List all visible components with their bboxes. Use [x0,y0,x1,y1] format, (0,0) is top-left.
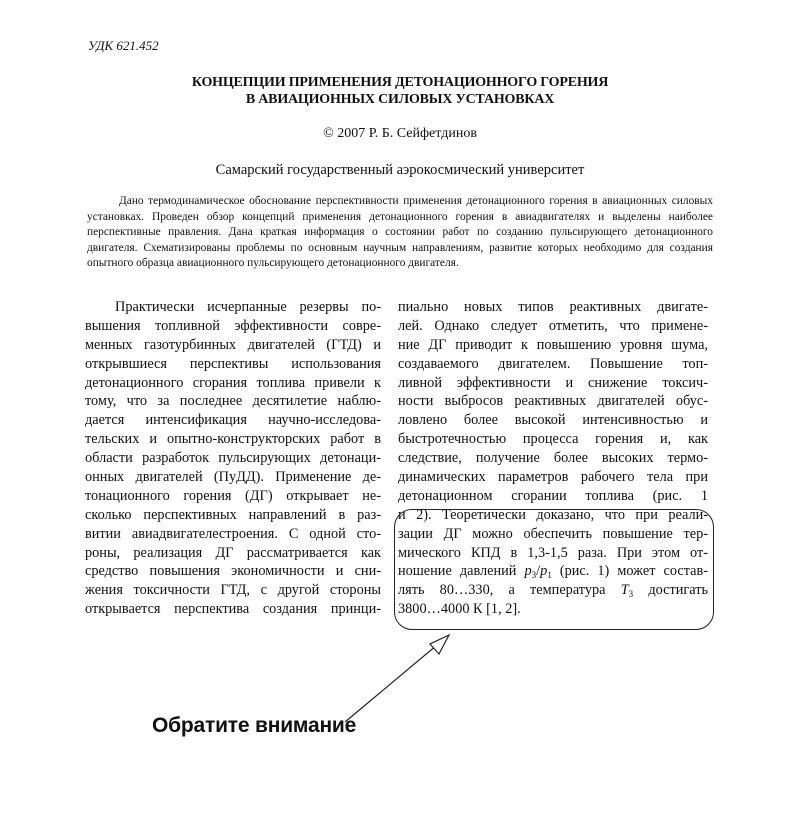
arrow-head-icon [430,635,449,654]
right-column-line: ливной эффективности и снижение токсич- [398,374,708,391]
left-column-line: области разработок пульсирующих детонаци- [85,450,381,467]
right-column-line: ние ДГ приводит к повышению уровня шума, [398,336,708,353]
left-column-line: Практически исчерпанные резервы по- [115,299,381,315]
left-column-line: роны, реализация ДГ рассматривается как [85,544,381,561]
pressure-sub-2: 1 [547,570,552,581]
right-column-line: мического КПД в 1,3-1,5 раза. При этом от- [398,544,708,561]
right-column-line: и 2). Теоретически доказано, что при реали- [398,506,708,523]
left-column-line: сколько перспективных направлений в раз- [85,506,381,523]
temperature-var: T [620,582,629,599]
pressure-var-2: p [540,563,548,580]
right-column-line: зации ДГ можно обеспечить повышение тер- [398,525,708,542]
pressure-var-1: p [524,563,532,580]
temperature-suffix: достигать [633,582,708,599]
left-column-line: тельских и опытно-конструкторских работ в [85,431,381,448]
left-column-line: жения токсичности ГТД, с другой стороны [85,582,381,599]
right-column-line: лей. Однако следует отметить, что примене- [398,317,708,334]
final-line: 3800…4000 К [1, 2]. [398,601,521,618]
left-column-line: открывшиеся перспективы использования [85,355,381,372]
temperature-sub: 3 [628,589,634,600]
formula-prefix: ношение давлений [398,563,525,580]
left-column-line: открывается перспектива создания принци- [85,601,381,618]
right-column-line: быстротечностью процесса горения и, как [398,431,708,448]
left-column-line: дается интенсификация научно-исследова- [85,412,381,429]
temperature-prefix: лять 80…330, а температура [398,582,621,599]
author-line: © 2007 Р. Б. Сейфетдинов [323,126,477,141]
abstract-text: Дано термодинамическое обоснование перспективности применения детонационного горения в авиационных силовых установках. Проведен обзор концепций применения детонационного горения в авиадвигателях и выделены наиболее перспективные правления. Дана краткая информация о состоянии работ по созданию пульсирующего детонационного двигателя. Схематизированы проблемы по основным научным направлениям, развитие которых необходимо для создания опытного образца авиационного пульсирующего детонационного двигателя. [87,195,713,269]
right-column-line: ловлено более высокой интенсивностью и [398,412,708,429]
formula-suffix: (рис. 1) может состав- [551,563,708,580]
formula-slash: / [536,563,541,580]
title-line-2: В АВИАЦИОННЫХ СИЛОВЫХ УСТАНОВКАХ [245,92,555,107]
right-column-line: пиально новых типов реактивных двигате- [398,299,708,315]
left-column-line: средство повышения экономичности и сни- [85,563,381,580]
right-column-line: детонационном сгорании топлива (рис. 1 [398,487,708,504]
right-column-line: динамических параметров рабочего тела при [398,469,708,486]
right-column-line: создаваемого двигателем. Повышение топ- [398,355,708,372]
callout-label: Обратите внимание [152,714,357,737]
left-column-line: витии авиадвигателестроения. С одной сто- [85,525,381,542]
left-column-line: тонационного горения (ДГ) открывает не- [85,487,381,504]
left-column-line: менных газотурбинных двигателей (ГТД) и [85,336,381,353]
affiliation: Самарский государственный аэрокосмический университет [215,162,585,178]
left-column-line: тому, что за последнее десятилетие наблю- [85,393,381,410]
left-column-line: детонационного сгорания топлива привели к [85,374,381,391]
left-column-line: вышения топливной эффективности совре- [85,317,381,334]
left-column-line: онных двигателей (ПуДД). Применение де- [85,469,381,486]
title-line-1: КОНЦЕПЦИИ ПРИМЕНЕНИЯ ДЕТОНАЦИОННОГО ГОРЕНИЯ [191,75,609,90]
udc-code: УДК 621.452 [88,38,159,53]
right-column-line: следствие, получение более высоких термо- [398,450,708,467]
right-column-line: ности выбросов реактивных двигателей обус- [398,393,708,410]
pressure-sub-1: 3 [531,570,537,581]
